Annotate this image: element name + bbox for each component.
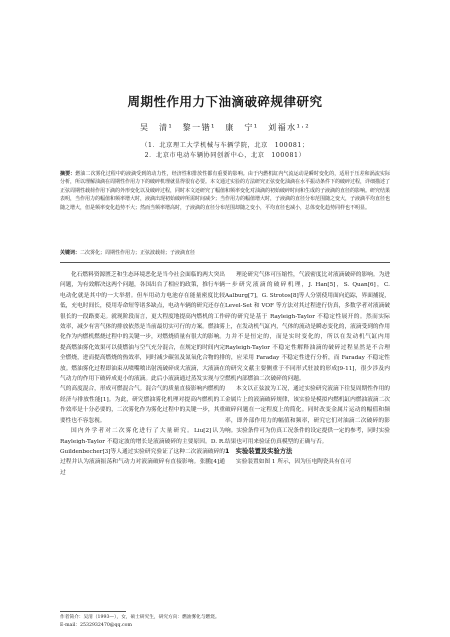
right-column [225, 270, 390, 468]
keywords-label: 关键词： [60, 250, 81, 256]
body-paragraph: 理论研究气体可压缩性，气液密度比对液滴破碎的影响。为进一步研究液滴的破碎机理，J. Han[5]，S. Quan[6]，C. Aalburg[7]，G. Strotos[8]等人分别使用面向追踪，界面捕捉，Level-Set 和 VOF 等方法对其过程进行仿真，多数学者对液滴破碎的研究是基于 Rayleigh-Taylor 不稳定性展开的。然而实际上，在发动机气缸内，气体的流动是瞬态变化的，液滴受到的作用力并不是恒定的，而是实时变化的，所以在发动机气缸内用 Rayleigh-Taylor 不稳定性解释油滴的破碎过程显然是不合理的，应采用 Faraday 不稳定性进行分析，而 Faraday 不稳定性的研究文献主要侧重于不同形式驻波的形成[9-11]，很少涉及内燃机内部燃油二次破碎的问题。 [225, 272, 390, 383]
left-column [60, 270, 225, 478]
body-paragraph: 国内外学者对二次雾化进行了大量研究。Liu[2]认为 Rayleigh-Taylor 不稳定波的增长是液滴破碎的主要原因。D. R. Guildenbecher[3]等人通过实验研究验证了这种二次液滴破碎的过程并认为液滴振荡和气动力对液滴破碎有直接影响。张鹏[4]通过 [60, 428, 225, 476]
affiliation-1: （1．北京理工大学机械与车辆学院，北京 100081； [141, 142, 309, 149]
abstract-divider [60, 262, 390, 263]
abstract-text: 燃油二次雾化过程中的液滴受到的动力性，经济性和排放性都有重要的影响。由于内燃机缸内气流运动是瞬时变化的，适用于压差和涡流实际分析，所以理解油滴在周期性作用力下的破碎机理就显得很有必要。本文通过实验的方法研究正弦变化油滴在水平振动条件下的破碎过程，详细描述了正弦周期性载荷作用下滴的外形变化以及破碎过程，同时本文还研究了幅值和频率变化对油滴的初始破碎时间和生成的子液滴的直径的影响。研究结果表明，当作用力的幅值和频率增大时，液滴出现初始破碎所需时间减少；当作用力的幅值增大时，子液滴的直径分布范围随之变大，子液滴平均直径也随之增大，但是频率变化趋势不大；然而当频率增高时，子液滴的直径分布范围却随之变小，平均直径也减小，总体变化趋势同样也不明显。 [60, 171, 391, 211]
footnote [60, 614, 390, 629]
body-paragraph: 实验装置如图 1 所示，因为压电陶瓷具有在可 [236, 459, 352, 466]
body-paragraph: 本文以正弦波为工况，通过实验研究液滴下往复周期性作用的金属片上的液滴破碎规律，该实验是模拟内燃机缸内燃油液滴二次破碎问题在一定程度上的简化。同时改变金属片运动的幅值和频率，即外部作用力的幅值和频率，研究它们对油滴二次破碎的影响。实验条件可为仿真工况条件的设定提供一定的参考，同时实验结果也可用来验证仿真模型的正确与否。 [225, 386, 390, 445]
affiliation-2: 2．北京市电动车辆协同创新中心，北京 100081） [144, 152, 306, 159]
author-list: 吴 清¹ 黎一锴¹ 康 宁¹ 刘福水¹·² [139, 123, 311, 132]
keywords-text: 二次雾化；周期性作用力；正弦波载荷；子液滴直径 [80, 250, 196, 256]
abstract [60, 170, 390, 212]
footnote-divider [60, 611, 126, 612]
paper-title: 周期性作用力下油滴破碎规律研究 [127, 94, 323, 109]
body-paragraph: 化石燃料资源匮乏和生态环境恶化是当今社会面临的两大突出问题，为有效解决这两个问题，各国出台了相应的政策，推行车辆电动化就是其中的一大举措。但车用动力电池存在能量密度比较低，充电时间长，使用寿命短等诸多缺点，电动车辆的研究还存在很长的一段路要走。就现阶段而言，更大程度地提高内燃机的工作效率，减少有害气体的排放依然是当前最切实可行的方案。燃油雾化作为内燃机燃烧过程中的关键一步，对燃烧质量有很大的影响。提高燃油雾化效果可以使燃油与空气充分混合，在规定的时间内完全燃烧，进而提高燃烧的热效率，同时减少碳氢及氮氧化合物的排放。燃油雾化过程即油束从喷嘴喷出射流破碎成大液滴，大液滴在气动力的作用下破碎成更小的液滴。此后小液滴通过蒸发实现与空气的高度混合，形成可燃混合气。混合气的质量直接影响内燃机的经济与排放性能[1]。为此，研究燃油雾化机理对提高内燃机的工作效率是十分必要的，二次雾化作为雾化过程中的关键一步，其重要性也不容忽视。 [60, 272, 225, 424]
footnote-author-bio: 作者简介：吴清（1993—），女，硕士研究生，研究方向：燃油雾化与燃烧。 [60, 615, 220, 620]
section-heading: 1 实验装置及实验方法 [225, 447, 293, 455]
keywords [60, 249, 390, 257]
abstract-label: 摘要： [60, 171, 76, 177]
footnote-email: E-mail：2532932470@qq.com [60, 622, 132, 628]
